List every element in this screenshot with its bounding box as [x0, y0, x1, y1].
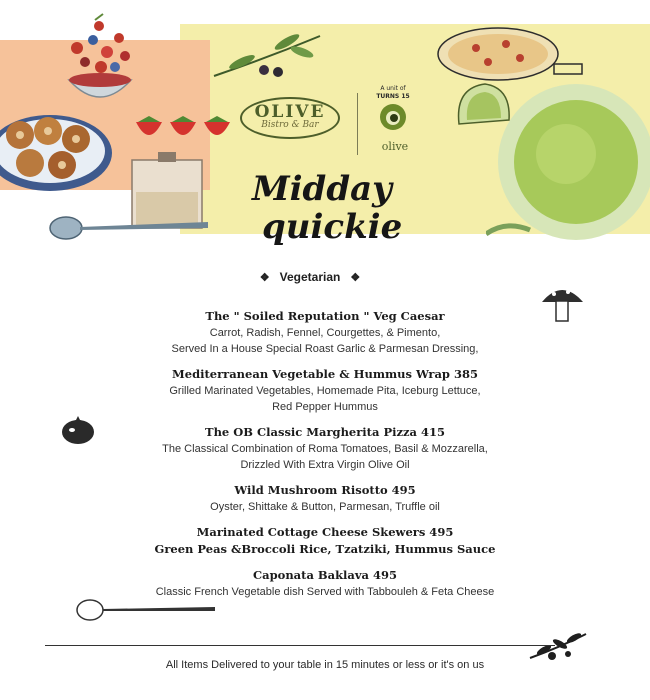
- menu-item-description: Oyster, Shittake & Button, Parmesan, Truffle oil: [210, 501, 440, 513]
- menu-item-description: Grilled Marinated Vegetables, Homemade Pita, Iceburg Lettuce,: [169, 385, 481, 397]
- menu-list: [110, 308, 540, 609]
- menu-item-name: The " Soiled Reputation " Veg Caesar: [205, 309, 445, 323]
- menu-item-name: Mediterranean Vegetable & Hummus Wrap 385: [172, 367, 478, 381]
- logo-divider: [357, 93, 358, 155]
- title-line-2: quickie: [262, 207, 403, 247]
- menu-item-description: Served In a House Special Roast Garlic & Parmesan Dressing,: [171, 343, 479, 355]
- ornament-left-icon: ❖: [259, 272, 270, 284]
- olive-branch-illustration: [212, 28, 322, 88]
- mushroom-icon: [540, 282, 585, 324]
- footer-note: All Items Delivered to your table in 15 minutes or less or it's on us: [165, 659, 485, 671]
- green-soup-bowl-illustration: [486, 84, 650, 244]
- menu-item-name: Caponata Baklava 495: [253, 568, 397, 582]
- menu-item: [110, 424, 540, 473]
- section-heading: [230, 270, 390, 284]
- menu-item: [110, 482, 540, 515]
- menu-item-description: Red Pepper Hummus: [272, 401, 378, 413]
- menu-item-name: Marinated Cottage Cheese Skewers 495: [196, 525, 454, 539]
- menu-item: [110, 567, 540, 600]
- olive-bistro-logo: [240, 97, 340, 139]
- cookies-plate-illustration: [0, 105, 115, 195]
- menu-item-name: The OB Classic Margherita Pizza 415: [205, 425, 445, 439]
- unit-of-badge: [368, 85, 418, 134]
- brand-name: OLIVE: [254, 102, 326, 122]
- page-title: [240, 170, 410, 246]
- turns-text: TURNS 15: [376, 93, 410, 100]
- berries-bowl-illustration: [55, 12, 145, 117]
- brand-logo: [240, 85, 420, 160]
- strawberries-illustration: [132, 112, 237, 148]
- brand-tagline: Bistro & Bar: [261, 120, 319, 130]
- menu-item-description: Classic French Vegetable dish Served with Tabbouleh & Feta Cheese: [155, 586, 495, 598]
- menu-item-name: Wild Mushroom Risotto 495: [234, 483, 416, 497]
- footer-divider: [45, 645, 555, 646]
- menu-item-description: The Classical Combination of Roma Tomatoes, Basil & Mozzarella,: [162, 443, 488, 455]
- section-label: Vegetarian: [279, 270, 341, 284]
- group-name: olive: [381, 140, 409, 153]
- menu-item-description: Drizzled With Extra Virgin Olive Oil: [240, 459, 410, 471]
- menu-item: [110, 524, 540, 558]
- ornament-right-icon: ❖: [350, 272, 361, 284]
- spoon-illustration: [48, 212, 213, 244]
- menu-item: [110, 308, 540, 357]
- tomato-icon: [60, 416, 96, 446]
- menu-item-subtitle: Green Peas &Broccoli Rice, Tzatziki, Hummus Sauce: [154, 542, 496, 556]
- menu-item-description: Carrot, Radish, Fennel, Courgettes, & Pimento,: [209, 327, 441, 339]
- unit-of-text: A unit of: [380, 85, 406, 92]
- olive-emblem-icon: [379, 103, 407, 131]
- menu-item: [110, 366, 540, 415]
- title-line-1: Midday: [252, 169, 392, 209]
